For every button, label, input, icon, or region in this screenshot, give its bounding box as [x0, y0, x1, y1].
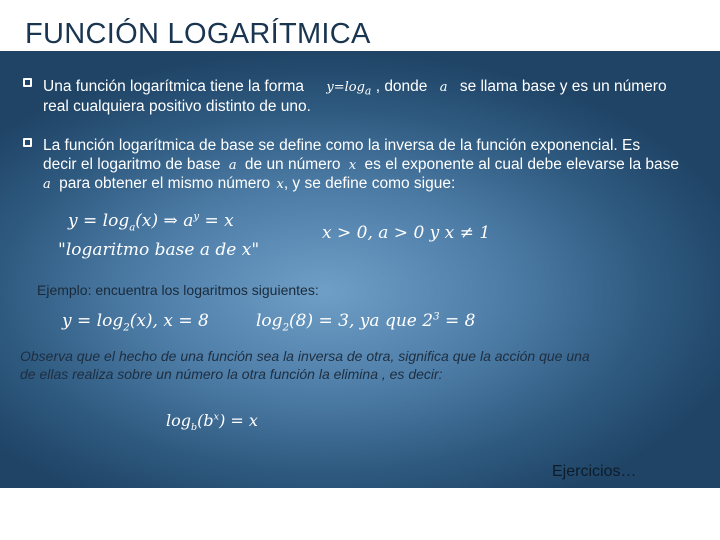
eq-sup: y	[193, 211, 200, 223]
eq-left: y = log	[68, 211, 130, 231]
bullet1-var-a: a	[439, 80, 448, 95]
inv-a: log	[166, 411, 191, 430]
eq-right: = x	[199, 211, 234, 231]
example-equation-1	[62, 311, 209, 333]
bullet2-line2	[43, 155, 679, 175]
bullet2-text-c: es el exponente al cual debe elevarse la base	[364, 156, 680, 173]
bullet2-text-b: de un número	[244, 156, 341, 173]
bullet1-formula	[326, 80, 372, 98]
bullet2-text-a: decir el logaritmo de base	[43, 156, 221, 173]
bullet1-line2: real cualquiera positivo distinto de uno.	[43, 98, 311, 115]
example-label: Ejemplo: encuentra los logaritmos siguientes:	[37, 282, 319, 298]
example-equation-2	[256, 311, 475, 333]
formula-sub: a	[364, 84, 372, 98]
bullet2-line1: La función logarítmica de base se define como la inversa de la función exponencial. Es	[43, 137, 641, 154]
eq1-a: y = log	[62, 311, 124, 331]
page-title: FUNCIÓN LOGARÍTMICA	[25, 18, 371, 50]
eq2-a: log	[256, 311, 283, 331]
bullet1-text-b: , donde	[375, 78, 428, 95]
definition-reading: "logaritmo base a de x"	[58, 240, 260, 260]
bullet2-var-a: a	[228, 158, 237, 173]
definition-equation	[68, 211, 234, 233]
inv-b: (b	[197, 411, 214, 430]
definition-conditions: x > 0, a > 0 y x ≠ 1	[322, 223, 491, 243]
bullet2-line3	[43, 174, 455, 194]
bullet2-var-x2: x	[276, 177, 284, 192]
bullet-icon	[23, 78, 32, 87]
bullet-icon	[23, 138, 32, 147]
eq2-b: (8) = 3, ya que 2	[289, 311, 434, 331]
exercises-link[interactable]: Ejercicios…	[552, 463, 637, 480]
eq-mid: (x) ⇒ a	[135, 211, 194, 231]
inv-sup: x	[213, 411, 220, 423]
bullet2-var-a2: a	[43, 177, 51, 192]
observation-line1: Observa que el hecho de una función sea la inversa de otra, significa que la acción que una	[20, 348, 590, 364]
content-panel	[0, 51, 720, 488]
bullet2-var-x: x	[348, 158, 357, 173]
bullet2-text-d: para obtener el mismo número	[59, 175, 271, 192]
inv-sub: b	[191, 422, 198, 434]
footer-area	[0, 488, 720, 540]
observation-line2: de ellas realiza sobre un número la otra función la elimina , es decir:	[20, 366, 443, 382]
inv-c: ) = x	[219, 411, 258, 430]
eq1-sub: 2	[123, 322, 130, 334]
bullet1-text-a: Una función logarítmica tiene la forma	[43, 78, 305, 95]
bullet2-text-e: , y se define como sigue:	[283, 175, 456, 192]
formula-text: y=log	[326, 80, 365, 95]
eq2-sub: 2	[282, 322, 290, 334]
bullet1-text-c: se llama base y es un número	[459, 78, 667, 95]
eq-sub: a	[129, 222, 136, 234]
eq2-sup: 3	[433, 311, 440, 323]
eq1-b: (x), x = 8	[129, 311, 209, 331]
inverse-equation	[166, 411, 258, 433]
eq2-c: = 8	[439, 311, 476, 331]
